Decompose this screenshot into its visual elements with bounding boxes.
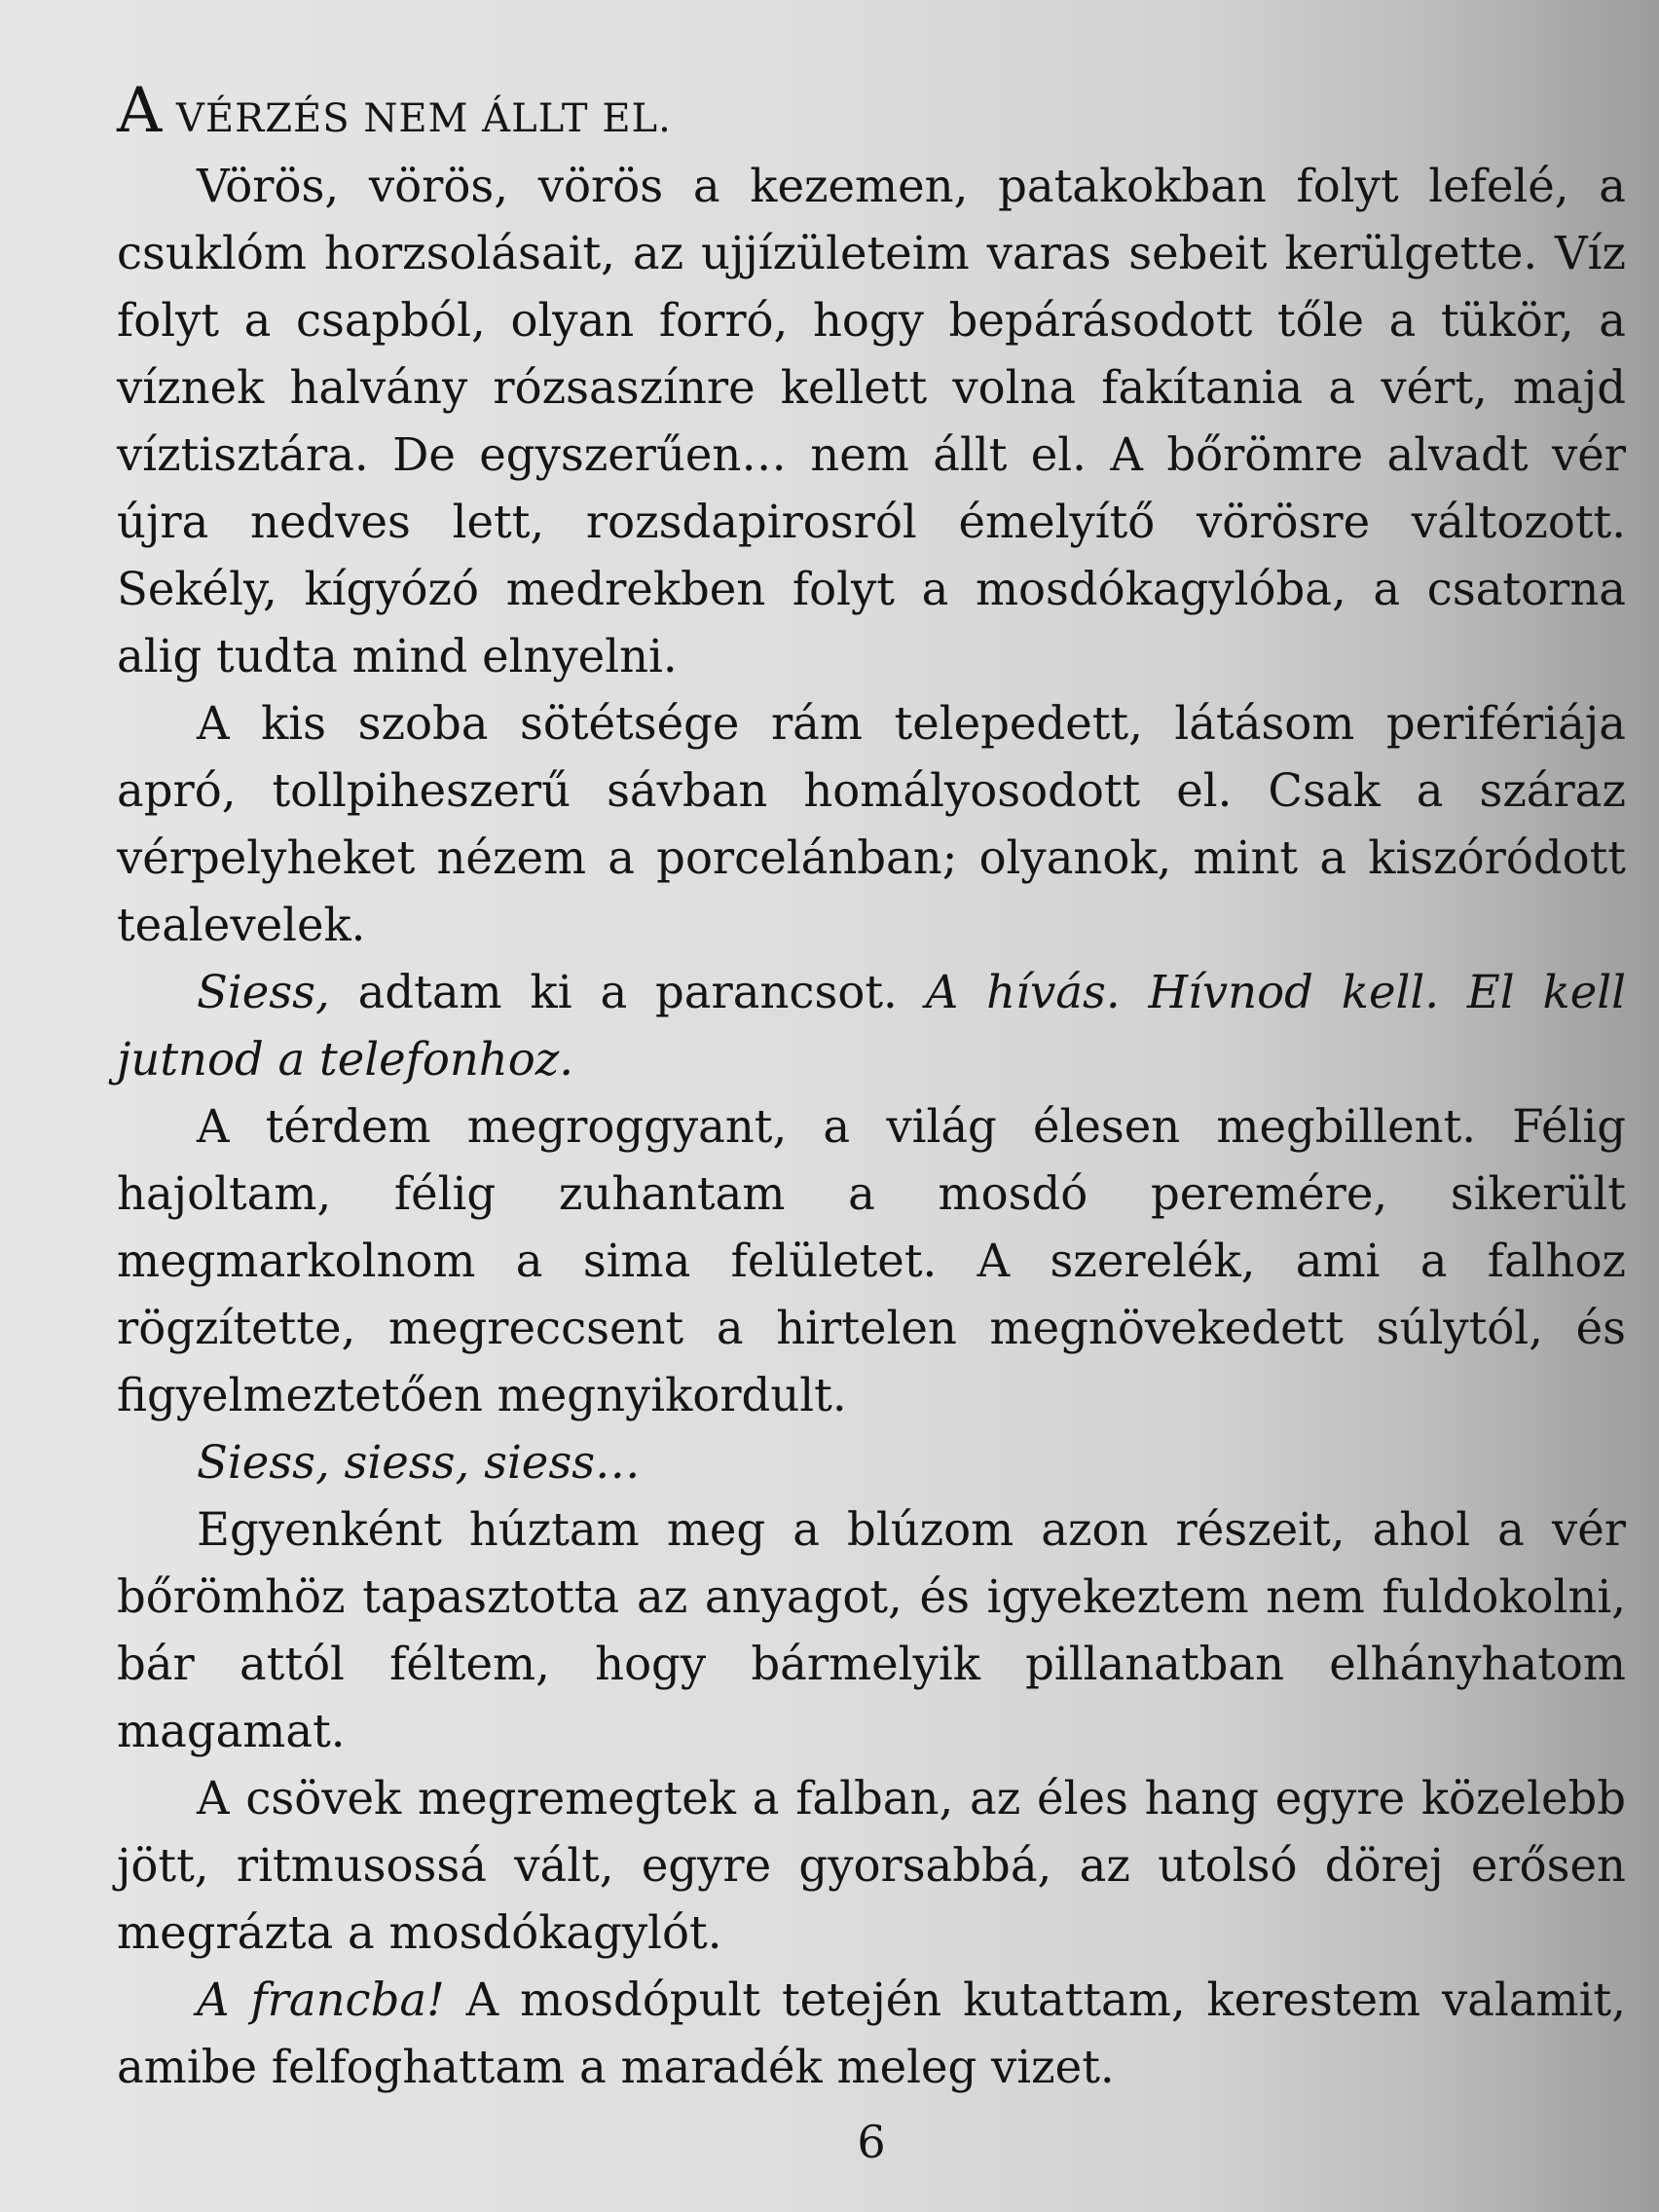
italic-text: A francba!: [197, 1973, 445, 2026]
paragraph: A csövek megremegtek a falban, az éles hang egyre közelebb jött, ritmusossá vált, egyre gyorsabbá, az utolsó dörej erősen megrázta a mosdókagylót.: [117, 1772, 1626, 1959]
page-number: 6: [857, 2116, 886, 2168]
paragraph: Vörös, vörös, vörös a kezemen, patakokban folyt lefelé, a csuklóm horzsolásait, az ujjízületeim varas sebeit kerülgette. Víz folyt a csapból, olyan forró, hogy bepárásodott tőle a tükör, a víznek halvány rózsaszínre kellett volna fakítania a vért, majd víztisztára. De egyszerűen… nem állt el. A bőrömre alvadt vér újra nedves lett, rozsdapirosról émelyítő vörösre változott. Sekély, kígyózó medrekben folyt a mosdókagylóba, a csatorna alig tudta mind elnyelni.: [117, 160, 1626, 682]
chapter-opening: [117, 75, 1626, 153]
italic-text: A hívás. Hívnod kell. El kell jutnod a telefonhoz.: [117, 966, 1626, 1086]
paragraph: A kis szoba sötétsége rám telepedett, látásom perifériája apró, tollpiheszerű sávban homályosodott el. Csak a száraz vérpelyheket nézem a porcelánban; olyanok, mint a kiszóródott tealevelek.: [117, 697, 1626, 951]
paragraph: [117, 1967, 1626, 2101]
drop-cap: A: [117, 75, 163, 147]
paragraph-italic: Siess, siess, siess…: [197, 1436, 641, 1489]
paragraph: [117, 959, 1626, 1093]
body-text: [117, 75, 1626, 2101]
plain-text: A mosdópult tetején kutattam, kerestem valamit, amibe felfoghattam a maradék meleg vizet.: [117, 1973, 1626, 2093]
opening-smallcaps: VÉRZÉS NEM ÁLLT EL.: [176, 96, 672, 141]
book-page: [117, 75, 1626, 2168]
italic-text: Siess,: [197, 966, 330, 1018]
paragraph: A térdem megroggyant, a világ élesen megbillent. Félig hajoltam, félig zuhantam a mosdó peremére, sikerült megmarkolnom a sima felületet. A szerelék, ami a falhoz rögzítette, megreccsent a hirtelen megnövekedett súlytól, és figyelmeztetően megnyikordult.: [117, 1100, 1626, 1421]
paragraph: Egyenként húztam meg a blúzom azon részeit, ahol a vér bőrömhöz tapasztotta az anyagot, és igyekeztem nem fuldokolni, bár attól féltem, hogy bármelyik pillanatban elhányhatom magamat.: [117, 1503, 1626, 1757]
plain-text: adtam ki a parancsot.: [329, 966, 926, 1018]
